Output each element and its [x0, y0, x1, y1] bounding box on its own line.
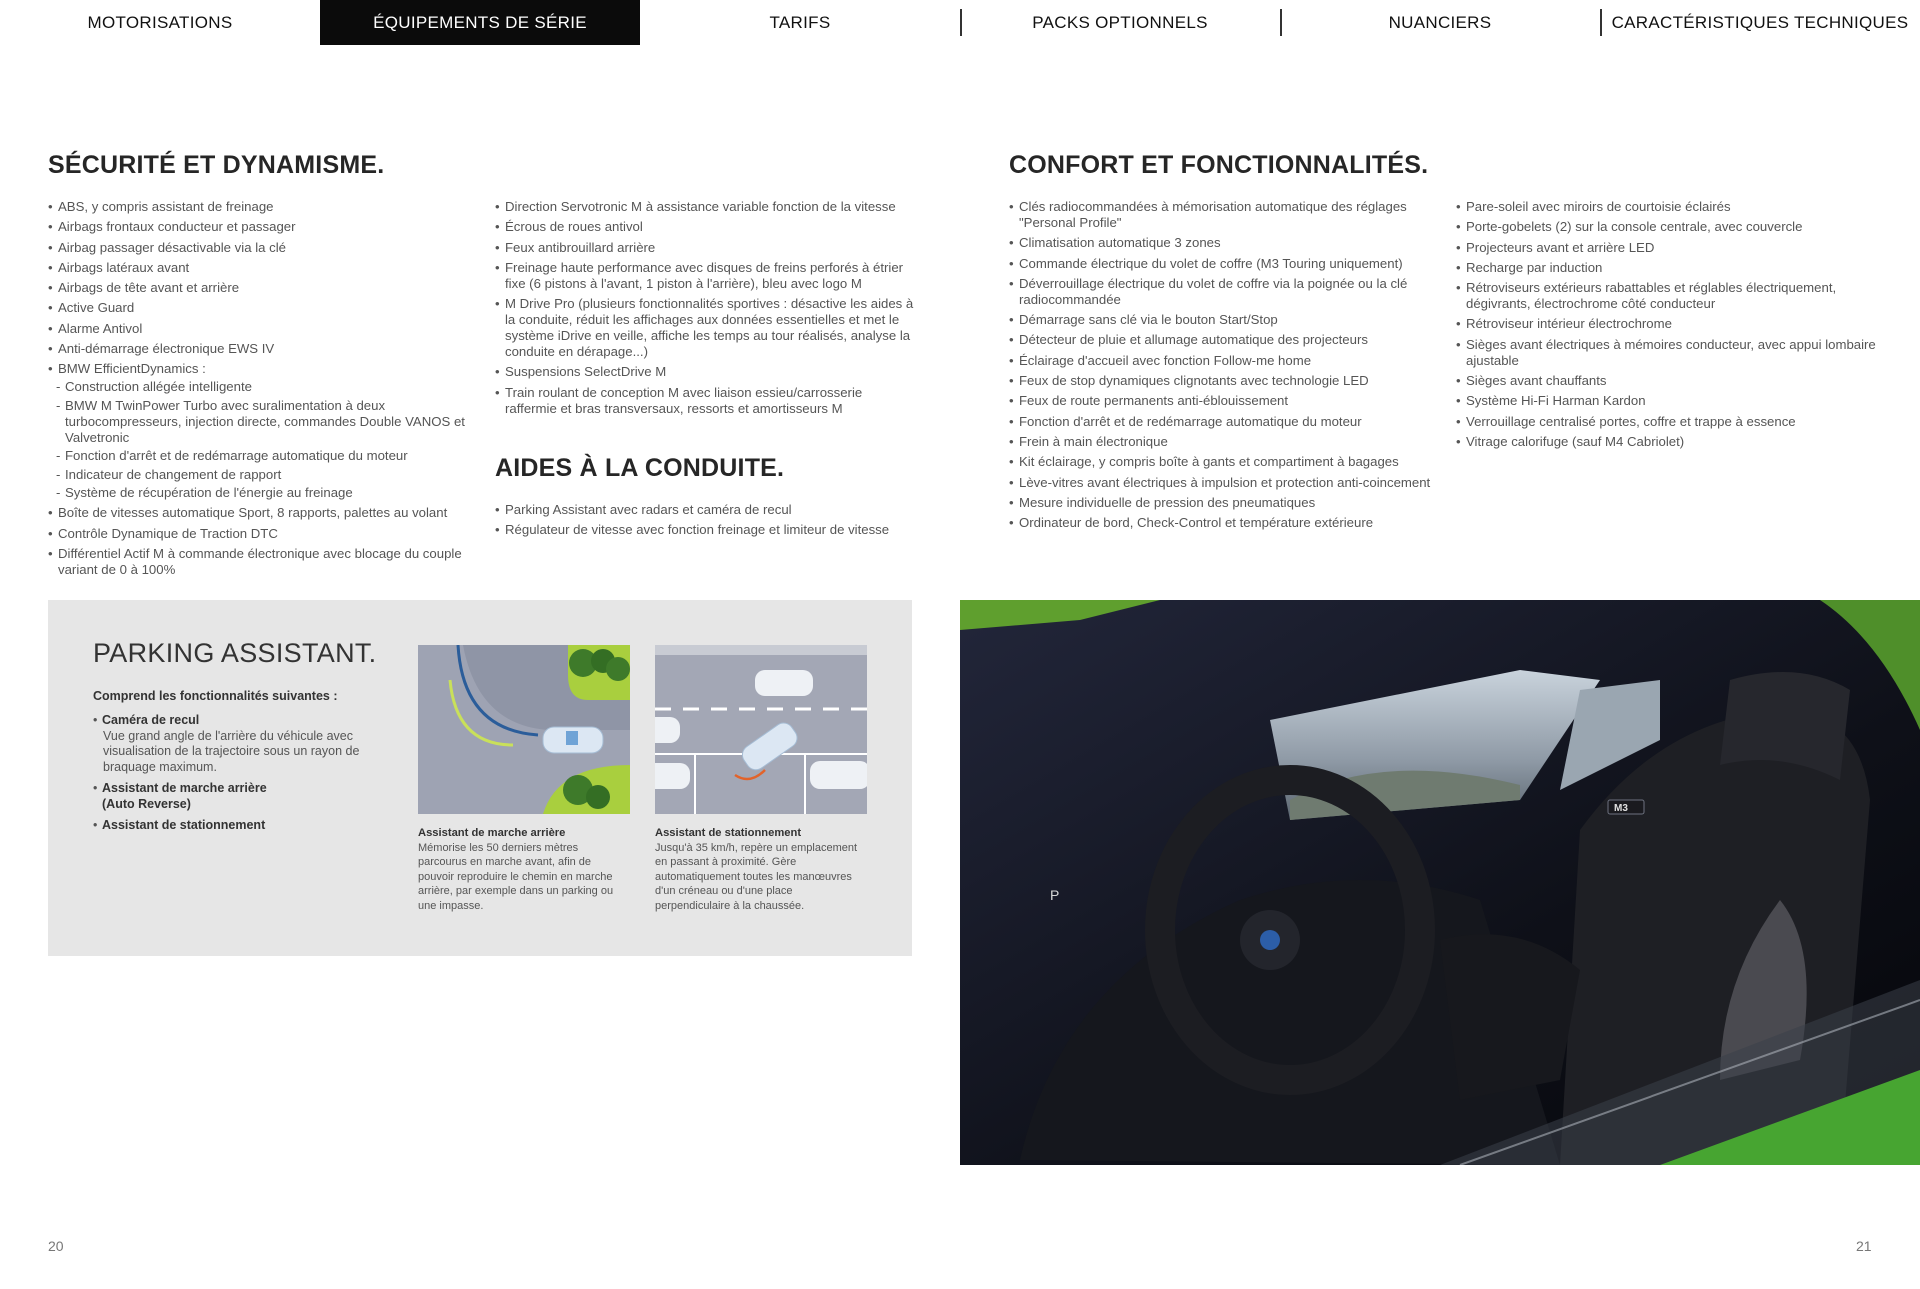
securite-list-col1 [48, 199, 468, 582]
car-interior-photo [960, 600, 1920, 1165]
list-item: • Lève-vitres avant électriques à impulsion et protection anti-coincement [1009, 475, 1434, 491]
list-item: • Détecteur de pluie et allumage automatique des projecteurs [1009, 332, 1434, 348]
section-title-aides: AIDES À LA CONDUITE. [495, 454, 785, 482]
tab-nuanciers[interactable]: NUANCIERS [1280, 0, 1600, 45]
m3-badge: M3 [1614, 803, 1628, 814]
parking-assist-diagram [655, 645, 867, 814]
list-item [93, 818, 393, 834]
list-item: • Rétroviseurs extérieurs rabattables et réglables électriquement, dégivrants, électrochrome côté conducteur [1456, 280, 1876, 312]
parking-assist-caption [655, 826, 867, 913]
list-item: • ABS, y compris assistant de freinage [48, 199, 468, 215]
parking-title: PARKING ASSISTANT. [93, 638, 377, 668]
list-item: • Rétroviseur intérieur électrochrome [1456, 316, 1876, 332]
list-item: • Anti-démarrage électronique EWS IV [48, 341, 468, 357]
feature-label: • Caméra de recul [102, 713, 200, 727]
list-item: • Différentiel Actif M à commande électronique avec blocage du couple variant de 0 à 100% [48, 546, 468, 578]
sub-list-item: - Indicateur de changement de rapport [48, 467, 468, 483]
feature-label: • Assistant de stationnement [102, 818, 266, 832]
list-item: • Clés radiocommandées à mémorisation automatique des réglages "Personal Profile" [1009, 199, 1434, 231]
list-item: • Régulateur de vitesse avec fonction freinage et limiteur de vitesse [495, 522, 925, 538]
list-item: • BMW EfficientDynamics : [48, 361, 468, 377]
list-item: • Airbags de tête avant et arrière [48, 280, 468, 296]
feature-label: • Assistant de marche arrière (Auto Reverse) [102, 781, 267, 811]
securite-list-col2 [495, 199, 915, 421]
feature-description: Vue grand angle de l'arrière du véhicule avec visualisation de la trajectoire sous un rayon de braquage maximum. [103, 728, 360, 774]
list-item: • Fonction d'arrêt et de redémarrage automatique du moteur [1009, 414, 1434, 430]
page-number-left: 20 [48, 1238, 64, 1254]
list-item [93, 781, 393, 812]
list-item: • Éclairage d'accueil avec fonction Follow-me home [1009, 353, 1434, 369]
sub-list-item: - Construction allégée intelligente [48, 379, 468, 395]
top-navigation [0, 0, 1920, 45]
list-item: • Kit éclairage, y compris boîte à gants et compartiment à bagages [1009, 454, 1434, 470]
list-item: • Mesure individuelle de pression des pneumatiques [1009, 495, 1434, 511]
parking-intro: Comprend les fonctionnalités suivantes : [93, 689, 338, 703]
section-title-securite: SÉCURITÉ ET DYNAMISME. [48, 151, 385, 179]
list-item [93, 713, 393, 775]
list-item: • Sièges avant chauffants [1456, 373, 1876, 389]
list-item: • Sièges avant électriques à mémoires conducteur, avec appui lombaire ajustable [1456, 337, 1876, 369]
section-title-confort: CONFORT ET FONCTIONNALITÉS. [1009, 151, 1429, 179]
aides-list [495, 502, 925, 543]
confort-list-col2 [1456, 199, 1876, 454]
list-item: • Airbags frontaux conducteur et passager [48, 219, 468, 235]
list-item: • Boîte de vitesses automatique Sport, 8 rapports, palettes au volant [48, 505, 468, 521]
sub-list-item: - BMW M TwinPower Turbo avec suralimentation à deux turbocompresseurs, injection directe, commandes Double VANOS et Valvetronic [48, 398, 468, 446]
list-item: • Suspensions SelectDrive M [495, 364, 915, 380]
list-item: • Direction Servotronic M à assistance variable fonction de la vitesse [495, 199, 915, 215]
caption-title: Assistant de stationnement [655, 827, 802, 839]
list-item: • Contrôle Dynamique de Traction DTC [48, 526, 468, 542]
list-item: • Commande électrique du volet de coffre (M3 Touring uniquement) [1009, 256, 1434, 272]
list-item: • Écrous de roues antivol [495, 219, 915, 235]
list-item: • Déverrouillage électrique du volet de coffre via la poignée ou la clé radiocommandée [1009, 276, 1434, 308]
list-item: • Frein à main électronique [1009, 434, 1434, 450]
parking-feature-list [93, 713, 393, 834]
page-number-right: 21 [1856, 1238, 1872, 1254]
tab-motorisations[interactable]: MOTORISATIONS [87, 12, 233, 32]
list-item: • Active Guard [48, 300, 468, 316]
list-item: • Pare-soleil avec miroirs de courtoisie éclairés [1456, 199, 1876, 215]
sub-list-item: - Fonction d'arrêt et de redémarrage automatique du moteur [48, 448, 468, 464]
list-item: • Feux antibrouillard arrière [495, 240, 915, 256]
parking-assistant-panel [48, 600, 912, 956]
caption-text: Jusqu'à 35 km/h, repère un emplacement en passant à proximité. Gère automatiquement toutes les manœuvres d'un créneau ou d'une place perpendiculaire à la chaussée. [655, 841, 858, 912]
caption-text: Mémorise les 50 derniers mètres parcourus en marche avant, afin de pouvoir reproduire le chemin en marche arrière, par exemple dans un parking ou une impasse. [418, 841, 614, 912]
list-item: • Alarme Antivol [48, 321, 468, 337]
reverse-assist-diagram [418, 645, 630, 814]
list-item: • Système Hi-Fi Harman Kardon [1456, 393, 1876, 409]
list-item: • Porte-gobelets (2) sur la console centrale, avec couvercle [1456, 219, 1876, 235]
list-item: • M Drive Pro (plusieurs fonctionnalités sportives : désactive les aides à la conduite, réduit les affichages aux données essentielles et met le système iDrive en veille, affiche les temps au tour réalisés, analyse la conduite en dérapage...) [495, 296, 915, 360]
tab-equipements-de-serie[interactable]: ÉQUIPEMENTS DE SÉRIE [320, 0, 640, 45]
list-item: • Airbag passager désactivable via la clé [48, 240, 468, 256]
list-item: • Train roulant de conception M avec liaison essieu/carrosserie raffermie et bras transversaux, ressorts et amortisseurs M [495, 385, 915, 417]
list-item: • Climatisation automatique 3 zones [1009, 235, 1434, 251]
list-item: • Ordinateur de bord, Check-Control et température extérieure [1009, 515, 1434, 531]
list-item: • Projecteurs avant et arrière LED [1456, 240, 1876, 256]
list-item: • Démarrage sans clé via le bouton Start/Stop [1009, 312, 1434, 328]
list-item: • Freinage haute performance avec disques de freins perforés à étrier fixe (6 pistons à l'avant, 1 piston à l'arrière), bleu avec logo M [495, 260, 915, 292]
list-item: • Parking Assistant avec radars et caméra de recul [495, 502, 925, 518]
confort-list-col1 [1009, 199, 1434, 535]
reverse-assist-caption [418, 826, 630, 913]
tab-packs-optionnels[interactable]: PACKS OPTIONNELS [960, 0, 1280, 45]
sub-list-item: - Système de récupération de l'énergie au freinage [48, 485, 468, 501]
tab-tarifs[interactable]: TARIFS [769, 12, 831, 32]
list-item: • Vitrage calorifuge (sauf M4 Cabriolet) [1456, 434, 1876, 450]
tab-caracteristiques-techniques[interactable]: CARACTÉRISTIQUES TECHNIQUES [1600, 0, 1920, 45]
caption-title: Assistant de marche arrière [418, 827, 566, 839]
car-icon [755, 670, 813, 696]
gear-indicator: P [1050, 887, 1060, 903]
list-item: • Feux de stop dynamiques clignotants avec technologie LED [1009, 373, 1434, 389]
list-item: • Verrouillage centralisé portes, coffre et trappe à essence [1456, 414, 1876, 430]
list-item: • Recharge par induction [1456, 260, 1876, 276]
list-item: • Feux de route permanents anti-éblouissement [1009, 393, 1434, 409]
list-item: • Airbags latéraux avant [48, 260, 468, 276]
